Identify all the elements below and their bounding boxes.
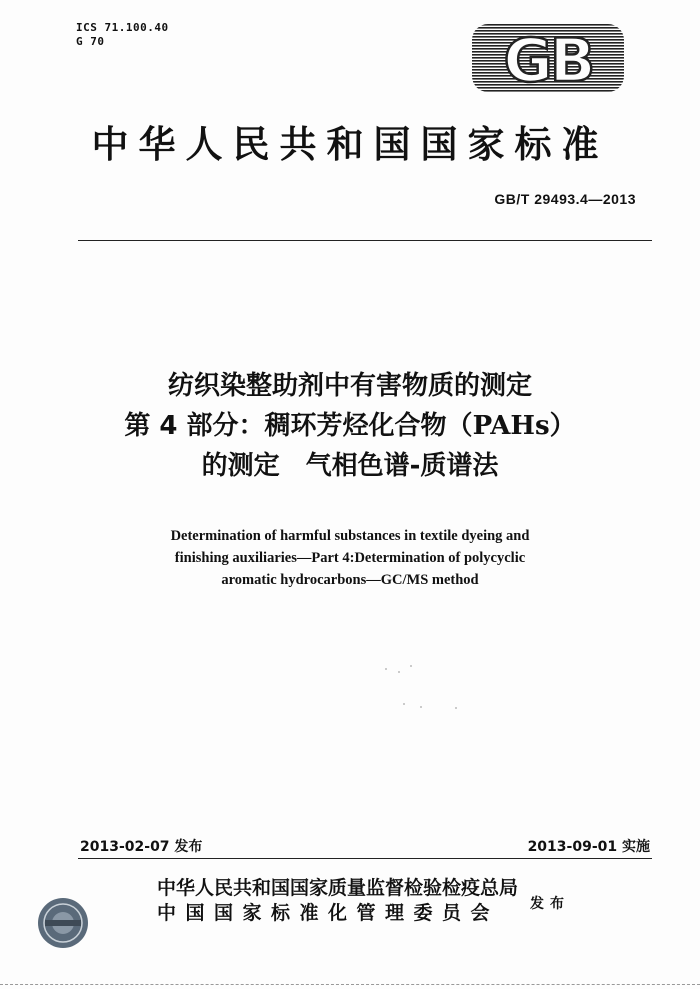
issue-date: 2013-02-07 发布 (80, 839, 203, 855)
standard-title: 中华人民共和国国家标准 (91, 122, 609, 166)
english-title-line-2: finishing auxiliaries—Part 4:Determination of polycyclic (174, 550, 526, 566)
header-divider (78, 240, 652, 241)
ccs-code: G 70 (76, 35, 105, 48)
english-title-line-1: Determination of harmful substances in textile dyeing and (170, 528, 530, 544)
chinese-title-line-2-prefix: 第 4 部分：稠环芳烃化合物（ (124, 411, 473, 441)
chinese-title-line-3: 的测定 气相色谱-质谱法 (201, 451, 499, 481)
chinese-title-line-2 (0, 406, 700, 446)
logo-text: GB (503, 26, 593, 92)
scan-speck (410, 665, 412, 667)
scan-speck (398, 671, 400, 673)
english-title (0, 525, 700, 591)
official-seal-icon (36, 896, 90, 950)
issuing-organizations (157, 876, 518, 926)
footer-divider (78, 858, 652, 859)
english-title-line-3: aromatic hydrocarbons—GC/MS method (221, 572, 479, 588)
ics-code: ICS 71.100.40 (76, 21, 169, 34)
scan-speck (403, 703, 405, 705)
implementation-date: 2013-09-01 实施 (527, 839, 650, 855)
scan-speck (420, 706, 422, 708)
issuer-aqsiq: 中华人民共和国国家质量监督检验检疫总局 (157, 877, 519, 899)
page-edge-line (0, 984, 700, 985)
classification-codes (76, 21, 169, 49)
scan-speck (385, 668, 387, 670)
chinese-title (0, 366, 700, 486)
chinese-title-line-2-suffix: ） (549, 411, 576, 441)
chinese-title-line-2-latin: PAHs (472, 411, 550, 441)
chinese-title-line-1: 纺织染整助剂中有害物质的测定 (167, 371, 532, 401)
scan-speck (455, 707, 457, 709)
gb-logo-icon (472, 24, 624, 92)
issuer-sac: 中国国家标准化管理委员会 (157, 902, 500, 924)
publish-label: 发布 (530, 896, 570, 912)
standard-number: GB/T 29493.4—2013 (494, 191, 636, 207)
